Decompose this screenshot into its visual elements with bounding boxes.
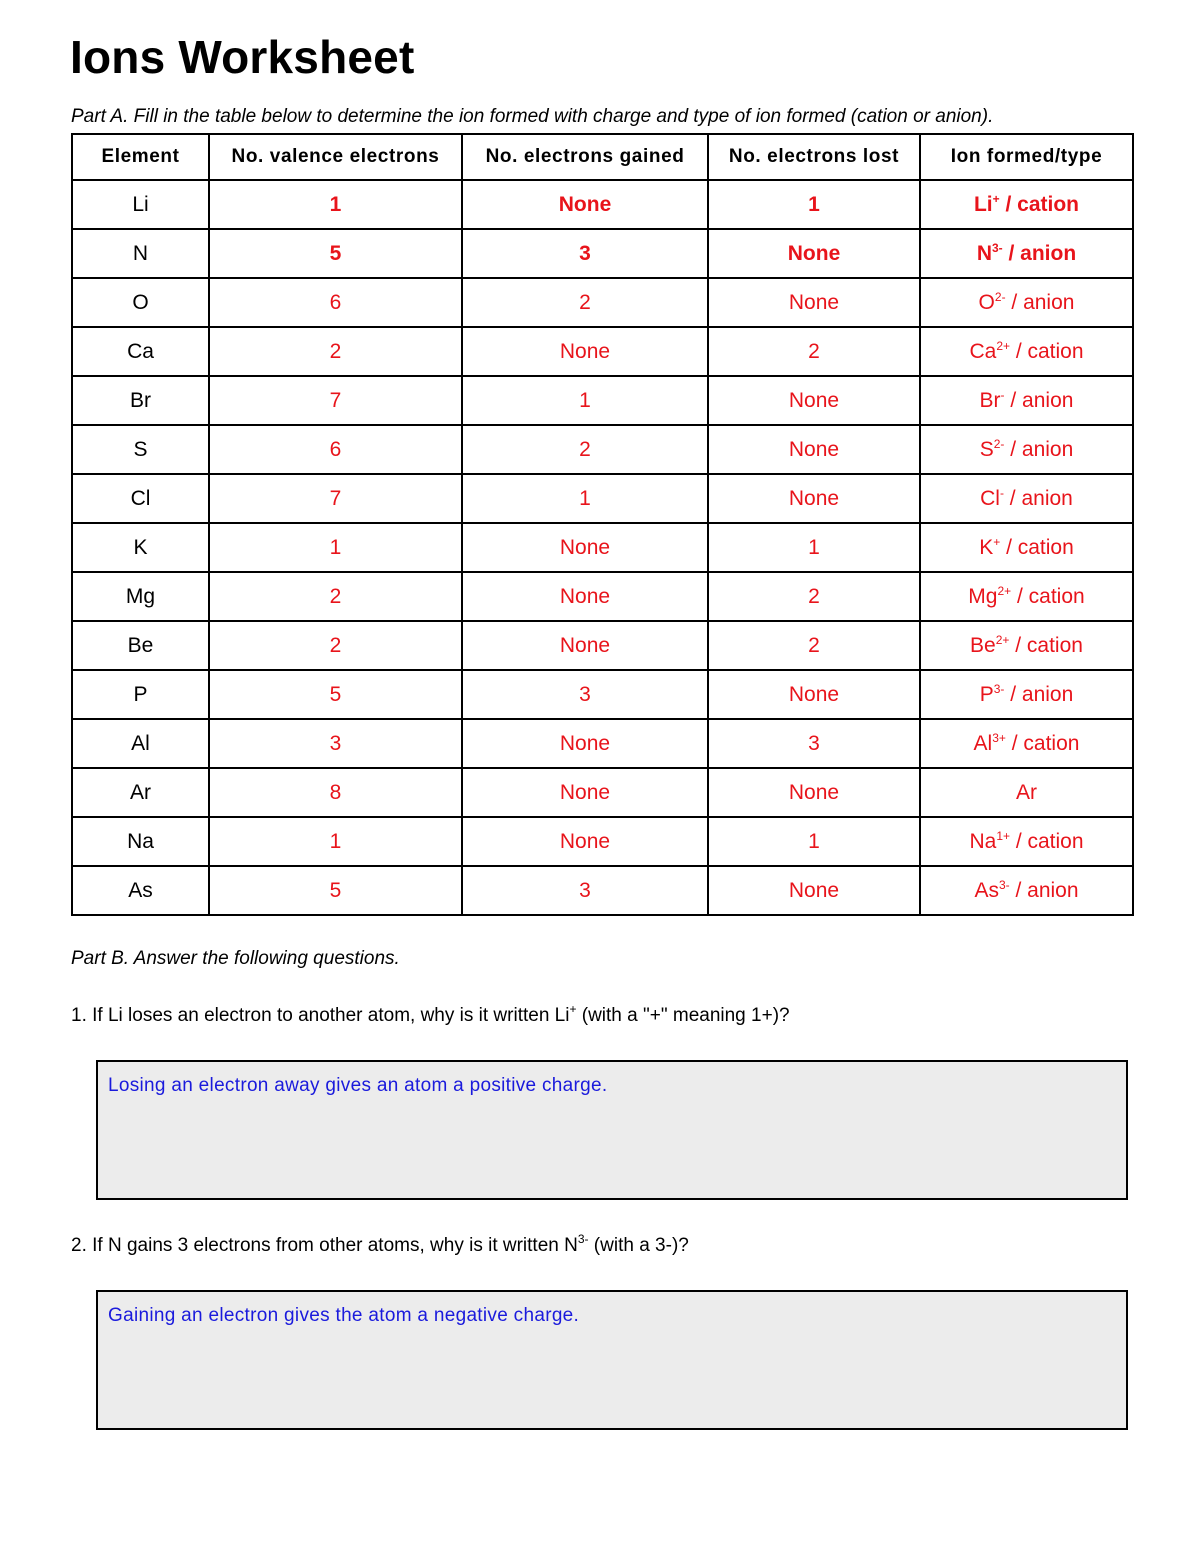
- ion-cell: [920, 425, 1133, 474]
- ion-charge: 2+: [997, 583, 1012, 598]
- ion-charge: 1+: [996, 828, 1010, 843]
- ion-charge: 3-: [993, 681, 1005, 696]
- ion-cell: [920, 768, 1133, 817]
- valence-cell: 7: [209, 474, 462, 523]
- ion-cell: [920, 670, 1133, 719]
- lost-cell: None: [708, 278, 920, 327]
- answer-box-1[interactable]: [96, 1060, 1128, 1200]
- gained-cell: 3: [462, 670, 708, 719]
- ion-charge: +: [992, 191, 1000, 206]
- table-row: [72, 474, 1133, 523]
- ion-type: / anion: [1004, 682, 1074, 706]
- question-1: [71, 1002, 790, 1027]
- lost-cell: 1: [708, 180, 920, 229]
- element-cell: Al: [72, 719, 209, 768]
- ion-symbol: Ar: [1016, 780, 1037, 804]
- lost-cell: 1: [708, 817, 920, 866]
- answer-2-text: Gaining an electron gives the atom a negative charge.: [108, 1305, 580, 1326]
- ion-symbol: Br: [979, 388, 1001, 412]
- lost-cell: 2: [708, 572, 920, 621]
- ion-type: / cation: [1010, 339, 1084, 363]
- gained-cell: None: [462, 327, 708, 376]
- element-cell: S: [72, 425, 209, 474]
- gained-cell: 3: [462, 229, 708, 278]
- lost-cell: None: [708, 229, 920, 278]
- ion-charge: 3-: [992, 240, 1003, 255]
- gained-cell: 1: [462, 474, 708, 523]
- valence-cell: 8: [209, 768, 462, 817]
- gained-cell: 2: [462, 278, 708, 327]
- ion-cell: [920, 376, 1133, 425]
- ion-cell: [920, 474, 1133, 523]
- ion-type: / anion: [1004, 388, 1074, 412]
- element-cell: P: [72, 670, 209, 719]
- ion-symbol: S: [979, 437, 994, 461]
- table-row: [72, 425, 1133, 474]
- valence-cell: 3: [209, 719, 462, 768]
- ion-type: / cation: [1005, 731, 1080, 755]
- ion-cell: [920, 180, 1133, 229]
- table-row: [72, 376, 1133, 425]
- ion-symbol: Ca: [969, 339, 997, 363]
- lost-cell: 3: [708, 719, 920, 768]
- gained-cell: 3: [462, 866, 708, 915]
- valence-cell: 6: [209, 425, 462, 474]
- answer-box-2[interactable]: [96, 1290, 1128, 1430]
- ion-symbol: As: [974, 878, 999, 902]
- ion-type: / anion: [1004, 437, 1074, 461]
- ion-symbol: K: [979, 535, 994, 559]
- question-2: [71, 1232, 689, 1257]
- part-b-instructions: Part B. Answer the following questions.: [71, 948, 400, 969]
- element-cell: K: [72, 523, 209, 572]
- element-cell: Na: [72, 817, 209, 866]
- question-1-charge: +: [569, 1002, 577, 1016]
- gained-cell: 2: [462, 425, 708, 474]
- gained-cell: None: [462, 572, 708, 621]
- ion-cell: [920, 229, 1133, 278]
- table-row: [72, 523, 1133, 572]
- ion-symbol: Cl: [980, 486, 1000, 510]
- ion-charge: 2-: [993, 436, 1005, 451]
- table-row: [72, 768, 1133, 817]
- ion-cell: [920, 572, 1133, 621]
- element-cell: Mg: [72, 572, 209, 621]
- ion-charge: 2+: [996, 338, 1010, 353]
- gained-cell: None: [462, 621, 708, 670]
- part-a-instructions: Part A. Fill in the table below to determine the ion formed with charge and type of ion formed (cation or anion).: [71, 106, 994, 127]
- table-row: [72, 866, 1133, 915]
- element-cell: O: [72, 278, 209, 327]
- lost-cell: 1: [708, 523, 920, 572]
- lost-cell: None: [708, 425, 920, 474]
- question-1-text-end: (with a "+" meaning 1+)?: [576, 1005, 790, 1026]
- column-header: No. electrons gained: [462, 134, 708, 180]
- element-cell: Be: [72, 621, 209, 670]
- column-header: Ion formed/type: [920, 134, 1133, 180]
- ion-symbol: Be: [970, 633, 996, 657]
- question-2-text-end: (with a 3-)?: [588, 1235, 689, 1256]
- ions-table: [71, 133, 1134, 916]
- ion-symbol: Na: [969, 829, 997, 853]
- gained-cell: None: [462, 523, 708, 572]
- gained-cell: None: [462, 817, 708, 866]
- ion-charge: 2-: [994, 289, 1006, 304]
- ion-symbol: Li: [973, 192, 993, 216]
- ion-cell: [920, 327, 1133, 376]
- table-row: [72, 180, 1133, 229]
- ion-cell: [920, 817, 1133, 866]
- answer-1-text: Losing an electron away gives an atom a positive charge.: [108, 1075, 608, 1096]
- table-header-row: [72, 134, 1133, 180]
- ion-type: / cation: [1000, 535, 1074, 559]
- element-cell: As: [72, 866, 209, 915]
- ion-charge: +: [993, 534, 1001, 549]
- table-row: [72, 327, 1133, 376]
- lost-cell: 2: [708, 327, 920, 376]
- ion-cell: [920, 866, 1133, 915]
- ion-type: / anion: [1005, 290, 1075, 314]
- table-row: [72, 278, 1133, 327]
- valence-cell: 5: [209, 866, 462, 915]
- question-2-charge: 3-: [577, 1232, 589, 1246]
- ion-charge: 3+: [992, 730, 1006, 745]
- lost-cell: None: [708, 474, 920, 523]
- gained-cell: 1: [462, 376, 708, 425]
- ion-symbol: N: [976, 241, 992, 265]
- ion-type: / cation: [1011, 584, 1085, 608]
- table-row: [72, 719, 1133, 768]
- lost-cell: None: [708, 376, 920, 425]
- ion-cell: [920, 719, 1133, 768]
- column-header: No. valence electrons: [209, 134, 462, 180]
- lost-cell: None: [708, 768, 920, 817]
- lost-cell: None: [708, 670, 920, 719]
- valence-cell: 1: [209, 180, 462, 229]
- valence-cell: 5: [209, 229, 462, 278]
- ion-type: / anion: [1003, 486, 1073, 510]
- ion-type: / anion: [1009, 878, 1079, 902]
- column-header: Element: [72, 134, 209, 180]
- question-2-text: 2. If N gains 3 electrons from other atoms, why is it written N: [71, 1235, 578, 1256]
- ion-charge: -: [1000, 387, 1005, 402]
- ion-charge: 3-: [998, 877, 1010, 892]
- column-header: No. electrons lost: [708, 134, 920, 180]
- element-cell: N: [72, 229, 209, 278]
- table-row: [72, 621, 1133, 670]
- page-title: Ions Worksheet: [70, 31, 415, 83]
- ion-type: / cation: [1010, 829, 1084, 853]
- table-row: [72, 670, 1133, 719]
- gained-cell: None: [462, 719, 708, 768]
- ion-cell: [920, 621, 1133, 670]
- valence-cell: 5: [209, 670, 462, 719]
- valence-cell: 1: [209, 817, 462, 866]
- valence-cell: 6: [209, 278, 462, 327]
- ion-symbol: Mg: [968, 584, 998, 608]
- gained-cell: None: [462, 768, 708, 817]
- ion-symbol: O: [978, 290, 995, 314]
- valence-cell: 2: [209, 621, 462, 670]
- ion-type: / cation: [1009, 633, 1083, 657]
- valence-cell: 2: [209, 327, 462, 376]
- valence-cell: 2: [209, 572, 462, 621]
- table-row: [72, 817, 1133, 866]
- ion-charge: 2+: [995, 632, 1010, 647]
- ion-symbol: Al: [973, 731, 993, 755]
- valence-cell: 1: [209, 523, 462, 572]
- ion-cell: [920, 523, 1133, 572]
- ion-symbol: P: [979, 682, 994, 706]
- ion-type: / cation: [999, 192, 1080, 216]
- element-cell: Ar: [72, 768, 209, 817]
- element-cell: Li: [72, 180, 209, 229]
- ion-charge: -: [999, 485, 1004, 500]
- gained-cell: None: [462, 180, 708, 229]
- lost-cell: 2: [708, 621, 920, 670]
- question-1-text: 1. If Li loses an electron to another atom, why is it written Li: [71, 1005, 570, 1026]
- table-row: [72, 229, 1133, 278]
- element-cell: Ca: [72, 327, 209, 376]
- element-cell: Br: [72, 376, 209, 425]
- valence-cell: 7: [209, 376, 462, 425]
- ion-cell: [920, 278, 1133, 327]
- table-row: [72, 572, 1133, 621]
- element-cell: Cl: [72, 474, 209, 523]
- ion-type: / anion: [1002, 241, 1077, 265]
- lost-cell: None: [708, 866, 920, 915]
